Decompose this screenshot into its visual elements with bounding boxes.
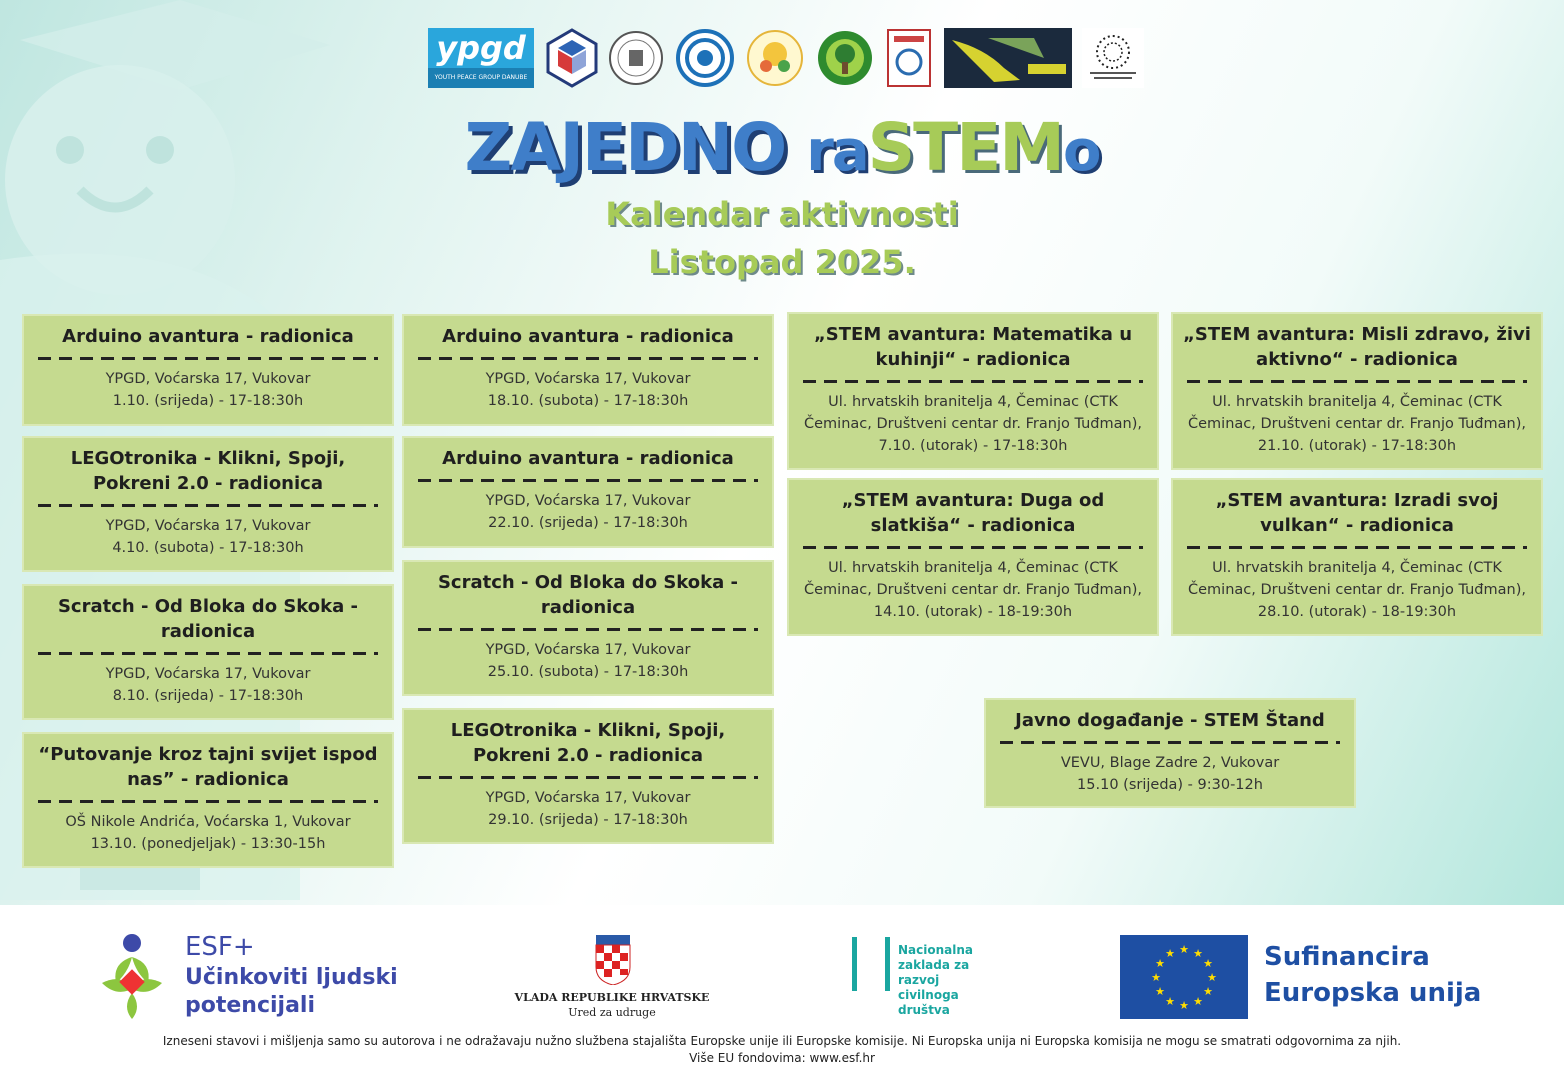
esf-line-3: potencijali [185,993,316,1018]
green-tree-logo [816,28,874,88]
dashed-divider [803,546,1143,549]
nz-line-4: civilnoga [898,988,959,1002]
event-card [1171,478,1543,636]
dashed-divider [1000,741,1340,744]
event-card [402,314,774,426]
event-card [402,708,774,844]
page-title [0,108,1564,192]
event-time: 15.10 (srijeda) - 9:30-12h [1077,777,1263,793]
event-time: 1.10. (srijeda) - 17-18:30h [112,393,304,409]
event-time: 25.10. (subota) - 17-18:30h [487,664,689,680]
blue-circles-logo [676,28,734,88]
event-location: YPGD, Voćarska 17, Vukovar [485,493,691,509]
subtitle-calendar: Kalendar aktivnosti [605,195,959,233]
event-title: „STEM avantura: Matematika u kuhinji“ - radionica [813,324,1133,370]
dashed-divider [418,776,758,779]
eu-flag-icon [1120,935,1248,1019]
event-location: VEVU, Blage Zadre 2, Vukovar [1060,755,1280,771]
svg-text:★: ★ [1165,995,1175,1008]
title-o: o [1062,119,1100,184]
svg-text:★: ★ [1193,947,1203,960]
event-time: 8.10. (srijeda) - 17-18:30h [112,688,304,704]
event-title: Arduino avantura - radionica [442,448,734,469]
esf-website-text: Više EU fondovima: www.esf.hr [689,1051,875,1065]
gymnasium-logo [944,28,1072,88]
hexagon-cube-logo [544,28,600,88]
svg-text:★: ★ [1179,999,1189,1012]
svg-text:★: ★ [1155,957,1165,970]
dotted-circle-logo [1082,28,1144,88]
event-title: „STEM avantura: Misli zdravo, živi aktivno“ - radionica [1183,324,1531,370]
event-title: Scratch - Od Bloka do Skoka - radionica [437,572,739,618]
event-time: 18.10. (subota) - 17-18:30h [487,393,689,409]
svg-text:★: ★ [1179,943,1189,956]
school-building-logo [886,28,932,88]
school-seal-logo [608,28,664,88]
event-card [22,732,394,868]
svg-text:★: ★ [1165,947,1175,960]
title-ra: ra [806,119,868,184]
event-card [22,436,394,572]
dashed-divider [38,800,378,803]
event-title: Arduino avantura - radionica [62,326,354,347]
event-card [787,478,1159,636]
dashed-divider [38,652,378,655]
dashed-divider [38,504,378,507]
nz-bracket-icon [852,937,890,991]
event-card [22,314,394,426]
dashed-divider [418,357,758,360]
title-zajedno: ZAJEDNO [464,109,786,186]
event-title: “Putovanje kroz tajni svijet ispod nas” - radionica [38,744,378,790]
ypgd-logo-text: ypgd [436,29,526,67]
nz-line-5: društva [898,1003,950,1017]
svg-text:★: ★ [1193,995,1203,1008]
nz-line-3: razvoj [898,973,940,987]
croatian-coat-of-arms-icon [594,935,632,985]
ypgd-logo-subtext: YOUTH PEACE GROUP DANUBE [428,68,534,88]
svg-text:★: ★ [1207,971,1217,984]
nz-line-2: zaklada za [898,958,970,972]
event-title: LEGOtronika - Klikni, Spoji, Pokreni 2.0 - radionica [70,448,346,494]
event-time: 29.10. (srijeda) - 17-18:30h [488,812,688,828]
event-title: „STEM avantura: Izradi svoj vulkan“ - radionica [1215,490,1499,536]
event-card [1171,312,1543,470]
dashed-divider [38,357,378,360]
event-time: 4.10. (subota) - 17-18:30h [112,540,304,556]
dashed-divider [418,479,758,482]
svg-text:★: ★ [1203,985,1213,998]
footer [0,905,1564,1080]
event-location: Ul. hrvatskih branitelja 4, Čeminac (CTK Čeminac, Društveni centar dr. Franjo Tuđman), [804,394,1142,432]
disclaimer-text: Izneseni stavovi i mišljenja samo su autorova i ne odražavaju nužno službena stajališta Europske unije ili Europske komisije. Ni Europska unija ni Europska komisija ne mogu se smatrati odgovornima za njih. [162,1034,1402,1048]
event-location: YPGD, Voćarska 17, Vukovar [485,642,691,658]
event-location: Ul. hrvatskih branitelja 4, Čeminac (CTK Čeminac, Društveni centar dr. Franjo Tuđman), [804,560,1142,598]
event-title: LEGOtronika - Klikni, Spoji, Pokreni 2.0 - radionica [450,720,726,766]
svg-text:★: ★ [1155,985,1165,998]
event-location: Ul. hrvatskih branitelja 4, Čeminac (CTK Čeminac, Društveni centar dr. Franjo Tuđman), [1188,394,1526,432]
event-time: 22.10. (srijeda) - 17-18:30h [488,515,688,531]
event-location: YPGD, Voćarska 17, Vukovar [485,371,691,387]
government-name: VLADA REPUBLIKE HRVATSKE [514,991,710,1004]
event-time: 13.10. (ponedjeljak) - 13:30-15h [90,836,326,852]
title-stem: STEM [867,109,1063,186]
subtitle-month: Listopad 2025. [648,243,916,281]
event-title: Scratch - Od Bloka do Skoka - radionica [57,596,359,642]
event-card [402,436,774,548]
esf-title: ESF+ [185,932,255,962]
eu-cofinanced-line-2: Europska unija [1264,978,1482,1008]
event-location: OŠ Nikole Andrića, Voćarska 1, Vukovar [65,814,351,830]
dashed-divider [1187,546,1527,549]
dashed-divider [803,380,1143,383]
event-card-public [984,698,1356,808]
government-office: Ured za udruge [568,1006,656,1019]
dashed-divider [418,628,758,631]
svg-text:★: ★ [1151,971,1161,984]
event-location: YPGD, Voćarska 17, Vukovar [485,790,691,806]
eu-cofinanced-line-1: Sufinancira [1264,942,1430,972]
event-title: Javno događanje - STEM Štand [1015,710,1325,731]
event-location: YPGD, Voćarska 17, Vukovar [105,371,311,387]
dashed-divider [1187,380,1527,383]
event-time: 7.10. (utorak) - 17-18:30h [878,438,1068,454]
event-title: Arduino avantura - radionica [442,326,734,347]
svg-text:★: ★ [1203,957,1213,970]
event-time: 14.10. (utorak) - 18-19:30h [873,604,1073,620]
event-card [787,312,1159,470]
event-title: „STEM avantura: Duga od slatkiša“ - radionica [841,490,1105,536]
event-location: YPGD, Voćarska 17, Vukovar [105,518,311,534]
event-time: 21.10. (utorak) - 17-18:30h [1257,438,1457,454]
esf-flower-icon [92,933,172,1019]
ypgd-logo [428,28,534,88]
event-location: YPGD, Voćarska 17, Vukovar [105,666,311,682]
event-location: Ul. hrvatskih branitelja 4, Čeminac (CTK Čeminac, Društveni centar dr. Franjo Tuđman), [1188,560,1526,598]
nz-line-1: Nacionalna [898,943,974,957]
event-card [22,584,394,720]
event-card [402,560,774,696]
kindergarten-sun-logo [746,28,804,88]
esf-line-2: Učinkoviti ljudski [185,965,398,990]
event-time: 28.10. (utorak) - 18-19:30h [1257,604,1457,620]
